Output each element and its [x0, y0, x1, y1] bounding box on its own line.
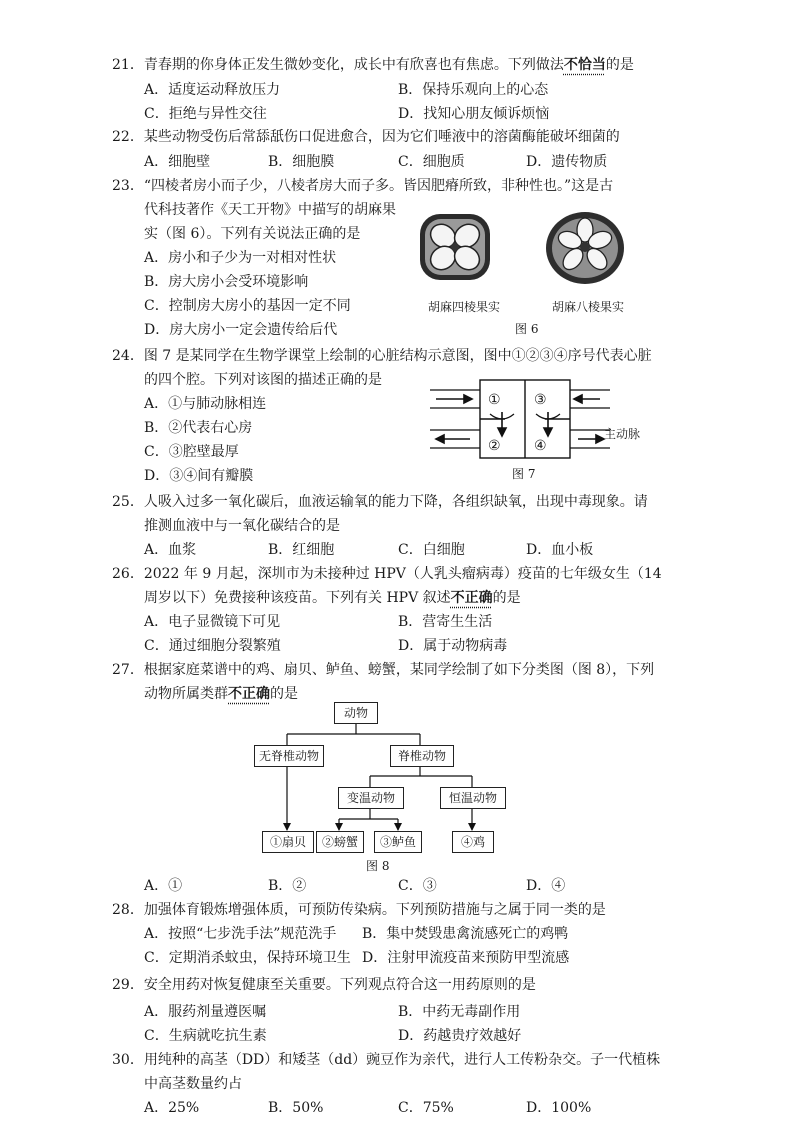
q24-option-d: D．③④间有瓣膜 — [144, 468, 254, 484]
q26-option-d: D．属于动物病毒 — [398, 638, 508, 654]
q23-option-a: A．房小和子少为一对相对性状 — [144, 250, 337, 266]
q26-option-b: B．营寄生生活 — [398, 614, 493, 630]
q29-stem: 29．安全用药对恢复健康至关重要。下列观点符合这一用药原则的是 — [112, 977, 536, 993]
q21-option-d: D．找知心朋友倾诉烦恼 — [398, 106, 550, 122]
q25-stem-line2: 推测血液中与一氧化碳结合的是 — [144, 518, 340, 534]
q24-option-c: C．③腔壁最厚 — [144, 444, 239, 460]
q24-stem-line2: 的四个腔。下列对该图的描述正确的是 — [144, 372, 382, 388]
q30-stem-line2: 中高茎数量约占 — [144, 1076, 242, 1092]
heart-chamber-4: ④ — [534, 438, 547, 454]
q23-stem-line2: 代科技著作《天工开物》中描写的胡麻果 — [144, 202, 396, 218]
q28-option-a: A．按照“七步洗手法”规范洗手 — [144, 926, 337, 942]
q30-option-a: A．25% — [144, 1100, 200, 1116]
q22-stem: 22．某些动物受伤后常舔舐伤口促进愈合，因为它们唾液中的溶菌酶能破坏细菌的 — [112, 129, 620, 145]
tree-leaf-perch: ③鲈鱼 — [374, 831, 422, 853]
q26-stem-line1: 26．2022 年 9 月起，深圳市为未接种过 HPV（人乳头瘤病毒）疫苗的七年级女生（14 — [112, 566, 662, 582]
q27-option-d: D．④ — [526, 878, 566, 894]
q27-stem-line1: 27．根据家庭菜谱中的鸡、扇贝、鲈鱼、螃蟹，某同学绘制了如下分类图（图 8），下列 — [112, 662, 655, 678]
tree-node-warm-blooded: 恒温动物 — [440, 787, 506, 809]
q27-option-b: B．② — [268, 878, 307, 894]
q28-stem: 28．加强体育锻炼增强体质，可预防传染病。下列预防措施与之属于同一类的是 — [112, 902, 606, 918]
q28-option-d: D．注射甲流疫苗来预防甲型流感 — [362, 950, 570, 966]
q26-option-a: A．电子显微镜下可见 — [144, 614, 281, 630]
q30-option-d: D．100% — [526, 1100, 592, 1116]
q30-option-c: C．75% — [398, 1100, 454, 1116]
tree-node-invertebrates: 无脊椎动物 — [254, 745, 324, 767]
tree-node-vertebrates: 脊椎动物 — [390, 745, 454, 767]
q23-stem-line3: 实（图 6）。下列有关说法正确的是 — [144, 226, 361, 242]
figure-6-caption: 图 6 — [515, 322, 539, 336]
sesame-four-ridge-label: 胡麻四棱果实 — [428, 300, 501, 314]
sesame-eight-ridge-label: 胡麻八棱果实 — [552, 300, 625, 314]
q24-option-b: B．②代表右心房 — [144, 420, 253, 436]
q28-option-b: B．集中焚毁患禽流感死亡的鸡鸭 — [362, 926, 569, 942]
q29-option-a: A．服药剂量遵医嘱 — [144, 1004, 267, 1020]
q29-option-c: C．生病就吃抗生素 — [144, 1028, 267, 1044]
q26-stem-line2: 周岁以下）免费接种该疫苗。下列有关 HPV 叙述不正确的是 — [144, 590, 521, 606]
q29-option-d: D．药越贵疗效越好 — [398, 1028, 522, 1044]
q27-stem-line2: 动物所属类群不正确的是 — [144, 686, 298, 702]
q29-option-b: B．中药无毒副作用 — [398, 1004, 521, 1020]
q27-emphasis: 不正确 — [228, 686, 270, 702]
heart-chamber-3: ③ — [534, 392, 547, 408]
figure-8-caption: 图 8 — [366, 859, 390, 873]
heart-chamber-2: ② — [488, 438, 501, 454]
q25-option-c: C．白细胞 — [398, 542, 465, 558]
q30-option-b: B．50% — [268, 1100, 324, 1116]
q28-option-c: C．定期消杀蚊虫，保持环境卫生 — [144, 950, 351, 966]
q22-option-a: A．细胞壁 — [144, 154, 211, 170]
q22-option-b: B．细胞膜 — [268, 154, 335, 170]
q21-stem: 21．青春期的你身体正发生微妙变化，成长中有欣喜也有焦虑。下列做法不恰当的是 — [112, 57, 634, 73]
q27-option-c: C．③ — [398, 878, 437, 894]
q21-option-c: C．拒绝与异性交往 — [144, 106, 267, 122]
q22-option-d: D．遗传物质 — [526, 154, 608, 170]
tree-leaf-crab: ②螃蟹 — [316, 831, 364, 853]
q21-emphasis: 不恰当 — [563, 57, 606, 73]
q23-option-d: D．房大房小一定会遗传给后代 — [144, 322, 338, 338]
heart-chamber-1: ① — [488, 392, 501, 408]
q26-emphasis: 不正确 — [450, 590, 493, 606]
tree-node-cold-blooded: 变温动物 — [338, 787, 404, 809]
q25-option-d: D．血小板 — [526, 542, 594, 558]
tree-node-animals: 动物 — [334, 702, 378, 724]
tree-leaf-scallop: ①扇贝 — [262, 831, 314, 853]
figure-7-caption: 图 7 — [512, 467, 536, 481]
q24-stem-line1: 24．图 7 是某同学在生物学课堂上绘制的心脏结构示意图，图中①②③④序号代表心脏 — [112, 348, 652, 364]
q26-option-c: C．通过细胞分裂繁殖 — [144, 638, 281, 654]
q30-stem-line1: 30．用纯种的高茎（DD）和矮茎（dd）豌豆作为亲代，进行人工传粉杂交。子一代植株 — [112, 1052, 661, 1068]
q23-option-c: C．控制房大房小的基因一定不同 — [144, 298, 351, 314]
q21-option-a: A．适度运动释放压力 — [144, 82, 281, 98]
q23-stem-line1: 23．“四棱者房小而子少，八棱者房大而子多。皆因肥瘠所致，非种性也。”这是古 — [112, 178, 614, 194]
aorta-label: 主动脉 — [604, 427, 641, 441]
q22-option-c: C．细胞质 — [398, 154, 465, 170]
q27-option-a: A．① — [144, 878, 183, 894]
q24-option-a: A．①与肺动脉相连 — [144, 396, 267, 412]
q23-option-b: B．房大房小会受环境影响 — [144, 274, 309, 290]
q21-option-b: B．保持乐观向上的心态 — [398, 82, 549, 98]
q25-option-a: A．血浆 — [144, 542, 197, 558]
tree-leaf-chicken: ④鸡 — [452, 831, 494, 853]
q25-option-b: B．红细胞 — [268, 542, 335, 558]
q25-stem-line1: 25．人吸入过多一氧化碳后，血液运输氧的能力下降，各组织缺氧，出现中毒现象。请 — [112, 494, 648, 510]
